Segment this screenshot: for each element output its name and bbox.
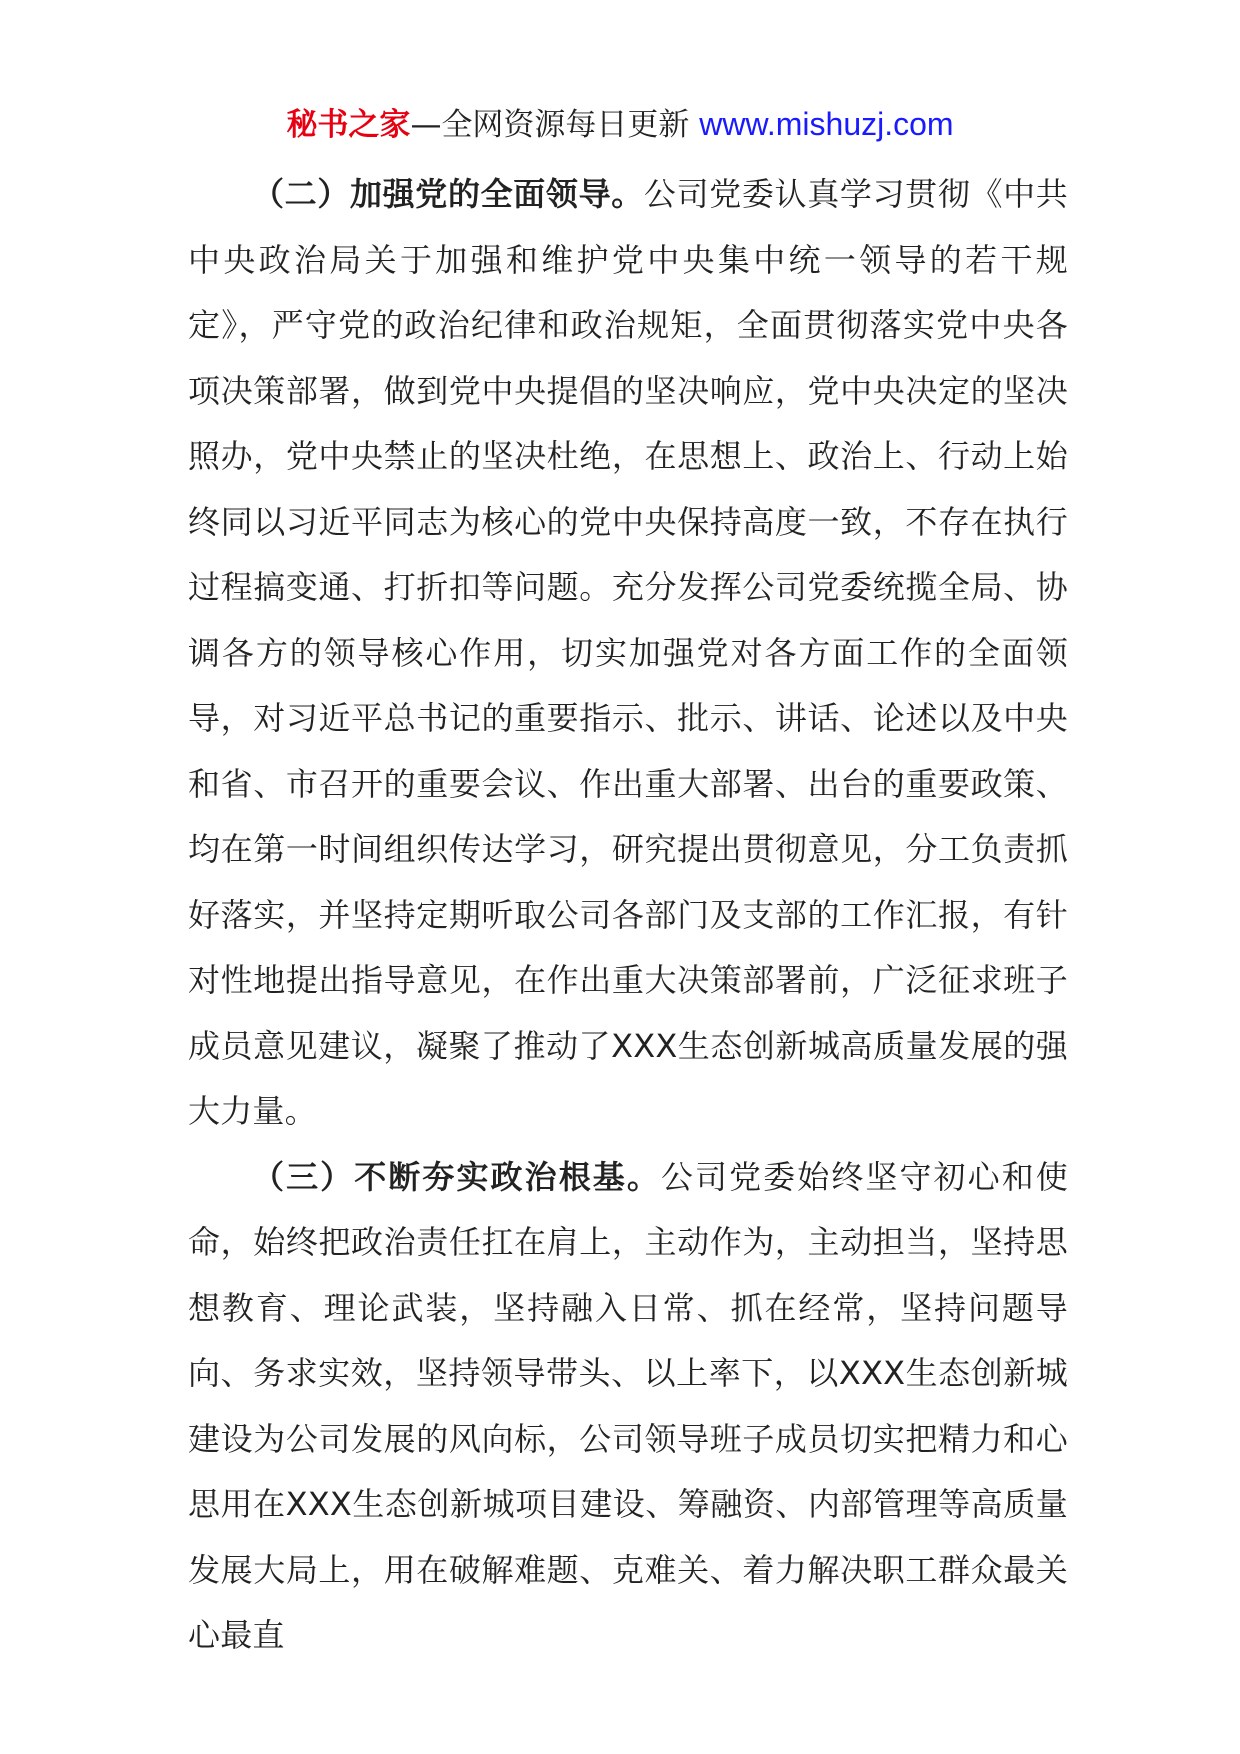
page-header (0, 102, 1240, 147)
paragraph-2 (188, 162, 1068, 1145)
header-tagline: 全网资源每日更新 (441, 107, 690, 143)
site-url: www.mishuzj.com (699, 106, 954, 142)
paragraph-text: 公司党委认真学习贯彻《中共中央政治局关于加强和维护党中央集中统一领导的若干规定》，严守党的政治纪律和政治规矩，全面贯彻落实党中央各项决策部署，做到党中央提倡的坚决响应，党中央决定的坚决照办，党中央禁止的坚决杜绝，在思想上、政治上、行动上始终同以习近平同志为核心的党中央保持高度一致，不存在执行过程搞变通、打折扣等问题。充分发挥公司党委统揽全局、协调各方的领导核心作用，切实加强党对各方面工作的全面领导，对习近平总书记的重要指示、批示、讲话、论述以及中央和省、市召开的重要会议、作出重大部署、出台的重要政策、均在第一时间组织传达学习，研究提出贯彻意见，分工负责抓好落实，并坚持定期听取公司各部门及支部的工作汇报，有针对性地提出指导意见，在作出重大决策部署前，广泛征求班子成员意见建议，凝聚了推动了XXX生态创新城高质量发展的强大力量。 (188, 175, 1068, 1130)
paragraph-3 (188, 1145, 1068, 1669)
paragraph-heading: （二）加强党的全面领导。 (252, 175, 644, 213)
document-body (188, 162, 1068, 1669)
paragraph-text: 公司党委始终坚守初心和使命，始终把政治责任扛在肩上，主动作为，主动担当，坚持思想教育、理论武装，坚持融入日常、抓在经常，坚持问题导向、务求实效，坚持领导带头、以上率下，以XXX生态创新城建设为公司发展的风向标，公司领导班子成员切实把精力和心思用在XXX生态创新城项目建设、筹融资、内部管理等高质量发展大局上，用在破解难题、克难关、着力解决职工群众最关心最直 (188, 1157, 1068, 1654)
paragraph-heading: （三）不断夯实政治根基。 (252, 1157, 661, 1196)
brand-name: 秘书之家 (286, 107, 411, 143)
header-dash: — (410, 107, 442, 143)
